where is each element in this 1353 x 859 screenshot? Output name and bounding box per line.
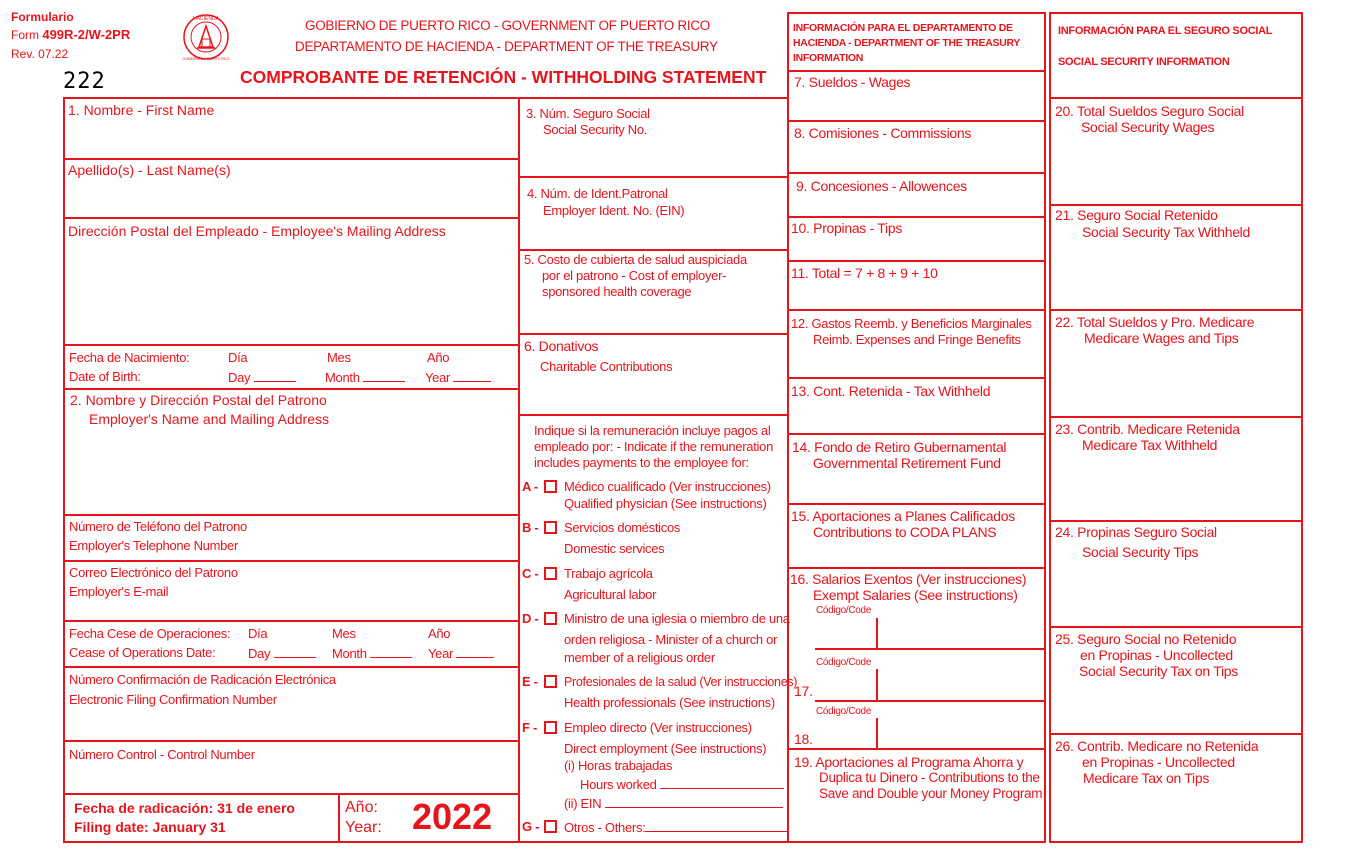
code-16-label: Código/Code	[816, 605, 872, 616]
item-c-line1: Trabajo agrícola	[564, 566, 653, 581]
others-field[interactable]: Otros - Others:	[564, 819, 788, 836]
item-d-line3: member of a religious order	[564, 650, 715, 665]
ss-wages-label: 20. Total Sueldos Seguro Social	[1055, 103, 1244, 119]
uncollected-ss-label: 25. Seguro Social no Retenido	[1055, 631, 1237, 647]
fringe-benefits-label-en: Reimb. Expenses and Fringe Benefits	[813, 332, 1021, 347]
medicare-tax-label: 23. Contrib. Medicare Retenida	[1055, 421, 1240, 437]
cease-en-label: Cease of Operations Date:	[69, 645, 216, 660]
item-e-line2: Health professionals (See instructions)	[564, 695, 775, 710]
cease-day-field[interactable]: Day	[248, 645, 316, 662]
coda-plans-label: 15. Aportaciones a Planes Calificados	[791, 508, 1015, 524]
employer-phone-label-en: Employer's Telephone Number	[69, 538, 239, 553]
dob-dia-label: Día	[228, 350, 248, 365]
donations-label: 6. Donativos	[524, 338, 599, 354]
dob-year-field[interactable]: Year	[425, 369, 491, 386]
checkbox-e[interactable]	[544, 675, 557, 688]
ein-label-en: Employer Ident. No. (EIN)	[543, 203, 685, 218]
formulario-label: Formulario	[11, 10, 74, 24]
exempt-salaries-label-en: Exempt Salaries (See instructions)	[813, 587, 1018, 603]
item-g-letter: G -	[522, 819, 540, 834]
code-18-label: Código/Code	[816, 706, 872, 717]
employer-name-label-en: Employer's Name and Mailing Address	[89, 411, 330, 427]
form-number	[11, 27, 130, 43]
checkbox-f[interactable]	[544, 721, 557, 734]
medicare-tax-label-en: Medicare Tax Withheld	[1082, 437, 1218, 453]
item-c-line2: Agricultural labor	[564, 587, 657, 602]
item-f-line2: Direct employment (See instructions)	[564, 741, 767, 756]
uncollected-medicare-label: 26. Contrib. Medicare no Retenida	[1055, 738, 1259, 754]
allowances-label: 9. Concesiones - Allowences	[796, 178, 967, 194]
dob-es-label: Fecha de Nacimiento:	[69, 350, 190, 365]
ss-tips-label-en: Social Security Tips	[1082, 544, 1199, 560]
uncollected-ss-label-3: Social Security Tax on Tips	[1079, 663, 1238, 679]
first-name-label: 1. Nombre - First Name	[68, 102, 215, 118]
ahorra-program-label-3: Save and Double your Money Program	[819, 786, 1043, 801]
employer-email-label: Correo Electrónico del Patrono	[69, 565, 238, 580]
item-d-line2: orden religiosa - Minister of a church or	[564, 632, 778, 647]
item-a-line2: Qualified physician (See instructions)	[564, 496, 767, 511]
checkbox-a[interactable]	[544, 480, 557, 493]
efile-label-en: Electronic Filing Confirmation Number	[69, 692, 277, 707]
item-a-letter: A -	[522, 479, 538, 494]
employer-phone-label: Número de Teléfono del Patrono	[69, 519, 247, 534]
ano-label: Año:	[345, 799, 378, 816]
item-c-letter: C -	[522, 566, 539, 581]
cease-ano-label: Año	[428, 626, 451, 641]
item-e-line1: Profesionales de la salud (Ver instrucciones)	[564, 675, 798, 689]
medicare-wages-label: 22. Total Sueldos y Pro. Medicare	[1055, 314, 1255, 330]
tax-year: 2022	[412, 796, 493, 837]
ss-heading-en: SOCIAL SECURITY INFORMATION	[1058, 56, 1230, 68]
ahorra-program-label: 19. Aportaciones al Programa Ahorra y	[794, 754, 1024, 770]
employer-name-label: 2. Nombre y Dirección Postal del Patrono	[70, 392, 327, 408]
cease-dia-label: Día	[248, 626, 268, 641]
ss-tips-label: 24. Propinas Seguro Social	[1055, 524, 1217, 540]
tips-label: 10. Propinas - Tips	[791, 220, 903, 236]
dob-month-field[interactable]: Month	[325, 369, 405, 386]
form-code: 222	[63, 69, 106, 94]
department-line: DEPARTAMENTO DE HACIENDA - DEPARTMENT OF THE TREASURY	[295, 39, 718, 54]
uncollected-medicare-label-3: Medicare Tax on Tips	[1083, 770, 1210, 786]
coda-plans-label-en: Contributions to CODA PLANS	[813, 524, 997, 540]
retirement-fund-label-en: Governmental Retirement Fund	[813, 455, 1001, 471]
tax-withheld-label: 13. Cont. Retenida - Tax Withheld	[791, 383, 991, 399]
form-title: COMPROBANTE DE RETENCIÓN - WITHHOLDING STATEMENT	[240, 67, 767, 87]
cease-es-label: Fecha Cese de Operaciones:	[69, 626, 231, 641]
form-label: Form	[11, 28, 39, 42]
ahorra-program-label-2: Duplica tu Dinero - Contributions to the	[819, 770, 1040, 785]
checkbox-c[interactable]	[544, 567, 557, 580]
dob-ano-label: Año	[427, 350, 450, 365]
control-number-label: Número Control - Control Number	[69, 747, 255, 762]
medicare-wages-label-en: Medicare Wages and Tips	[1084, 330, 1239, 346]
dob-day-field[interactable]: Day	[228, 369, 296, 386]
revision-label: Rev. 07.22	[11, 47, 69, 61]
item-f-letter: F -	[522, 720, 537, 735]
dob-en-label: Date of Birth:	[69, 369, 141, 384]
year-label: Year:	[345, 819, 382, 836]
ss-tax-label-en: Social Security Tax Withheld	[1082, 224, 1250, 240]
dob-mes-label: Mes	[327, 350, 351, 365]
ss-heading: INFORMACIÓN PARA EL SEGURO SOCIAL	[1058, 25, 1273, 37]
health-coverage-label-3: sponsored health coverage	[542, 284, 692, 299]
item-a-line1: Médico cualificado (Ver instrucciones)	[564, 479, 771, 494]
filing-date-en: Filing date: January 31	[74, 819, 226, 835]
item-d-letter: D -	[522, 611, 539, 626]
form-number-value: 499R-2/W-2PR	[42, 27, 131, 42]
employer-email-label-en: Employer's E-mail	[69, 584, 169, 599]
hours-worked-field[interactable]: Hours worked	[580, 776, 784, 793]
item-b-line2: Domestic services	[564, 541, 665, 556]
line-18-label: 18.	[794, 731, 813, 747]
cease-month-field[interactable]: Month	[332, 645, 412, 662]
health-coverage-label-2: por el patrono - Cost of employer-	[542, 268, 727, 283]
checkbox-d[interactable]	[544, 612, 557, 625]
uncollected-medicare-label-2: en Propinas - Uncollected	[1082, 754, 1235, 770]
cease-mes-label: Mes	[332, 626, 356, 641]
ss-tax-label: 21. Seguro Social Retenido	[1055, 207, 1218, 223]
indicate-line-2: empleado por: - Indicate if the remuneration	[534, 439, 773, 454]
hacienda-heading: INFORMACIÓN PARA EL DEPARTAMENTO DE HACIENDA - DEPARTMENT OF THE TREASURY INFORMATION	[793, 22, 1020, 64]
commissions-label: 8. Comisiones - Commissions	[794, 125, 972, 141]
fringe-benefits-label: 12. Gastos Reemb. y Beneficios Marginales	[791, 316, 1032, 331]
item-f-line1: Empleo directo (Ver instrucciones)	[564, 720, 752, 735]
code-17-label: Código/Code	[816, 657, 872, 668]
f-ein-field[interactable]: (ii) EIN	[564, 795, 783, 812]
employee-address-label: Dirección Postal del Empleado - Employee's Mailing Address	[68, 223, 446, 239]
last-name-label: Apellido(s) - Last Name(s)	[68, 162, 231, 178]
checkbox-g[interactable]	[544, 820, 557, 833]
item-b-letter: B -	[522, 520, 539, 535]
item-f-line3: (i) Horas trabajadas	[564, 758, 673, 773]
uncollected-ss-label-2: en Propinas - Uncollected	[1080, 647, 1233, 663]
employee-section	[63, 97, 520, 843]
efile-label: Número Confirmación de Radicación Electrónica	[69, 672, 336, 687]
wages-label: 7. Sueldos - Wages	[794, 74, 911, 90]
ssn-label: 3. Núm. Seguro Social	[526, 106, 650, 121]
item-b-line1: Servicios domésticos	[564, 520, 681, 535]
ein-label: 4. Núm. de Ident.Patronal	[527, 186, 668, 201]
seal-bottom-text: GOBIERNO DE PUERTO RICO	[182, 57, 230, 61]
health-coverage-label: 5. Costo de cubierta de salud auspiciada	[524, 252, 747, 267]
seal-top-text: HACIENDA	[193, 16, 219, 22]
donations-label-en: Charitable Contributions	[540, 359, 673, 374]
retirement-fund-label: 14. Fondo de Retiro Gubernamental	[792, 439, 1007, 455]
total-label: 11. Total = 7 + 8 + 9 + 10	[791, 265, 938, 281]
ssn-label-en: Social Security No.	[543, 122, 648, 137]
hacienda-seal-icon	[181, 9, 231, 65]
checkbox-b[interactable]	[544, 521, 557, 534]
government-line: GOBIERNO DE PUERTO RICO - GOVERNMENT OF PUERTO RICO	[305, 18, 711, 33]
item-e-letter: E -	[522, 674, 538, 689]
cease-year-field[interactable]: Year	[428, 645, 494, 662]
line-17-label: 17.	[794, 683, 813, 699]
filing-date-es: Fecha de radicación: 31 de enero	[74, 800, 295, 816]
item-d-line1: Ministro de una iglesia o miembro de una	[564, 611, 790, 626]
exempt-salaries-label: 16. Salarios Exentos (Ver instrucciones)	[790, 571, 1027, 587]
indicate-line-1: Indique si la remuneración incluye pagos al	[534, 423, 771, 438]
ss-wages-label-en: Social Security Wages	[1081, 119, 1215, 135]
indicate-line-3: includes payments to the employee for:	[534, 455, 749, 470]
